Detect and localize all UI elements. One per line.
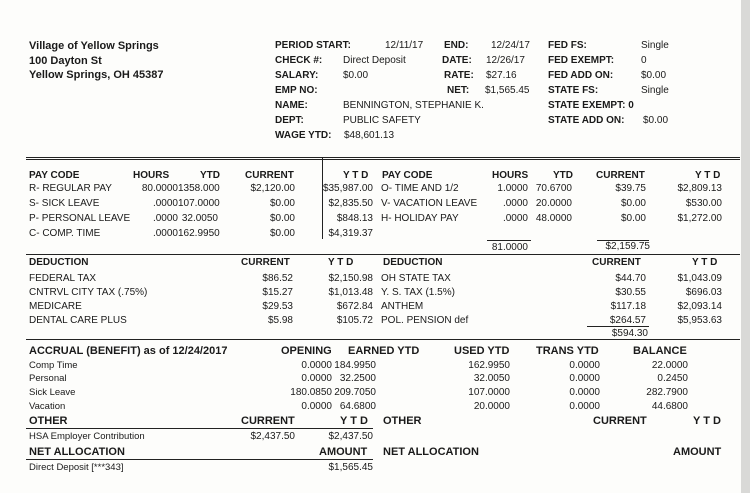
pay-code: V- VACATION LEAVE: [381, 198, 478, 209]
pay-code-header-right: PAY CODE: [382, 170, 433, 181]
net-allocation-amount-header: AMOUNT: [319, 446, 368, 458]
pay-current: $0.00: [620, 213, 646, 224]
period-start-label: PERIOD START:: [275, 40, 351, 51]
employee-name-value: BENNINGTON, STEPHANIE K.: [343, 100, 484, 111]
employer-address-line2: Yellow Springs, OH 45387: [29, 69, 164, 81]
deduction-name: OH STATE TAX: [381, 273, 451, 284]
deduction-current: $29.53: [262, 301, 293, 312]
other-ytd-header: Y T D: [340, 415, 368, 427]
fed-fs-value: Single: [641, 40, 669, 51]
pay-current: $0.00: [269, 213, 295, 224]
pay-total-current: $2,159.75: [605, 241, 650, 252]
pay-ytd-hours: 70.6700: [535, 183, 572, 194]
deduction-current: $5.98: [267, 315, 293, 326]
accrual-earned: 64.6800: [339, 401, 376, 412]
pay-hours: .0000: [152, 213, 178, 224]
other-underline: [26, 428, 373, 429]
deduction-ytd-header: Y T D: [328, 257, 354, 268]
state-exempt-label: STATE EXEMPT: 0: [548, 100, 634, 111]
pay-ytd-header-right: Y T D: [695, 170, 721, 181]
wage-ytd-label: WAGE YTD:: [275, 130, 332, 141]
accrual-earned: 32.2500: [339, 373, 376, 384]
pay-hours: 80.0000: [141, 183, 178, 194]
deduction-header: DEDUCTION: [29, 257, 89, 268]
pay-bottom-rule: [26, 254, 740, 255]
accrual-balance: 44.6800: [651, 401, 688, 412]
pay-ytd: $848.13: [336, 213, 373, 224]
pay-code: S- SICK LEAVE: [29, 198, 100, 209]
pay-ytd-hours-header-right: YTD: [553, 170, 573, 181]
accrual-opening: 180.0850: [290, 387, 332, 398]
pay-top-rule: [26, 157, 740, 158]
pay-ytd: $35,987.00: [322, 183, 373, 194]
accrual-balance: 0.2450: [657, 373, 688, 384]
pay-ytd-hours: 48.0000: [535, 213, 572, 224]
check-value: Direct Deposit: [343, 55, 406, 66]
pay-ytd: $2,809.13: [677, 183, 722, 194]
pay-code: R- REGULAR PAY: [29, 183, 112, 194]
deduction-current: $117.18: [610, 301, 646, 312]
employer-address-line1: 100 Dayton St: [29, 55, 102, 67]
accrual-trans: 0.0000: [569, 401, 600, 412]
pay-hours: .0000: [152, 228, 178, 239]
accrual-trans-header: TRANS YTD: [536, 345, 599, 357]
state-add-on-value: $0.00: [643, 115, 669, 126]
other-item-name: HSA Employer Contribution: [29, 431, 145, 442]
deduction-ytd: $2,150.98: [328, 273, 373, 284]
deduction-name: CNTRVL CITY TAX (.75%): [29, 287, 148, 298]
other-header-right: OTHER: [383, 415, 422, 427]
accrual-opening: 0.0000: [301, 360, 332, 371]
fed-exempt-label: FED EXEMPT:: [548, 55, 615, 66]
accrual-balance-header: BALANCE: [633, 345, 687, 357]
deduction-header-right: DEDUCTION: [383, 257, 443, 268]
employer-name: Village of Yellow Springs: [29, 40, 159, 52]
accrual-name: Personal: [29, 373, 67, 384]
period-start-value: 12/11/17: [385, 40, 424, 51]
pay-ytd-hours: 107.0000: [178, 198, 220, 209]
deduction-total-current: $594.30: [611, 328, 648, 339]
accrual-name: Vacation: [29, 401, 66, 412]
wage-ytd-value: $48,601.13: [344, 130, 395, 141]
deduction-ytd: $1,013.48: [328, 287, 373, 298]
deduction-name: DENTAL CARE PLUS: [29, 315, 127, 326]
accrual-name: Sick Leave: [29, 387, 76, 398]
pay-ytd: $2,835.50: [328, 198, 373, 209]
rate-value: $27.16: [486, 70, 517, 81]
net-allocation-item-amount: $1,565.45: [328, 462, 373, 473]
pay-hours-header: HOURS: [133, 170, 170, 181]
pay-current: $0.00: [269, 228, 295, 239]
pay-code: O- TIME AND 1/2: [381, 183, 459, 194]
pay-code: C- COMP. TIME: [29, 228, 101, 239]
state-fs-value: Single: [641, 85, 669, 96]
pay-hours: .0000: [502, 213, 528, 224]
deduction-ytd: $5,953.63: [677, 315, 722, 326]
other-item-current: $2,437.50: [250, 431, 295, 442]
deduction-ytd: $1,043.09: [677, 273, 722, 284]
accrual-trans: 0.0000: [569, 360, 600, 371]
accrual-balance: 22.0000: [651, 360, 688, 371]
deduction-current: $30.55: [615, 287, 646, 298]
deduction-current-header-right: CURRENT: [592, 257, 641, 268]
net-allocation-header: NET ALLOCATION: [29, 446, 125, 458]
fed-exempt-value: 0: [641, 55, 647, 66]
check-date-value: 12/26/17: [486, 55, 525, 66]
accrual-earned-header: EARNED YTD: [348, 345, 420, 357]
pay-ytd-hours: 162.9950: [178, 228, 220, 239]
accrual-used: 20.0000: [473, 401, 510, 412]
pay-current: $0.00: [620, 198, 646, 209]
salary-label: SALARY:: [275, 70, 319, 81]
deduction-ytd: $2,093.14: [677, 301, 722, 312]
accrual-used: 32.0050: [473, 373, 510, 384]
deduction-bottom-rule: [26, 339, 740, 340]
deduction-name: ANTHEM: [381, 301, 424, 312]
period-end-value: 12/24/17: [491, 40, 530, 51]
pay-total-hours: 81.0000: [491, 242, 528, 253]
hours-total-rule: [487, 240, 531, 241]
pay-current: $39.75: [615, 183, 646, 194]
accrual-opening: 0.0000: [301, 373, 332, 384]
deduction-name: POL. PENSION def: [381, 315, 469, 326]
other-current-header: CURRENT: [241, 415, 295, 427]
deduction-current: $264.57: [609, 315, 646, 326]
dept-label: DEPT:: [275, 115, 304, 126]
emp-no-label: EMP NO:: [275, 85, 318, 96]
net-label: NET:: [447, 85, 470, 96]
net-allocation-item-name: Direct Deposit [***343]: [29, 462, 124, 473]
pay-ytd-hours: 20.0000: [535, 198, 572, 209]
accrual-trans: 0.0000: [569, 387, 600, 398]
state-fs-label: STATE FS:: [548, 85, 599, 96]
other-current-header-right: CURRENT: [593, 415, 647, 427]
accrual-earned: 184.9950: [334, 360, 376, 371]
pay-code: P- PERSONAL LEAVE: [29, 213, 131, 224]
accrual-used: 107.0000: [468, 387, 510, 398]
other-item-ytd: $2,437.50: [328, 431, 373, 442]
rate-label: RATE:: [444, 70, 474, 81]
deduction-ytd-header-right: Y T D: [692, 257, 718, 268]
pay-current-header: CURRENT: [245, 170, 294, 181]
dept-value: PUBLIC SAFETY: [343, 115, 421, 126]
pay-top-rule-2: [26, 159, 740, 160]
pay-ytd: $530.00: [685, 198, 722, 209]
period-end-label: END:: [444, 40, 469, 51]
deduction-ytd: $105.72: [336, 315, 373, 326]
accrual-balance: 282.7900: [646, 387, 688, 398]
pay-ytd-header: Y T D: [343, 170, 369, 181]
pay-ytd-hours: 1358.000: [178, 183, 220, 194]
deduction-name: FEDERAL TAX: [29, 273, 97, 284]
accrual-used-header: USED YTD: [454, 345, 510, 357]
pay-code-header: PAY CODE: [29, 170, 80, 181]
check-label: CHECK #:: [275, 55, 323, 66]
other-header: OTHER: [29, 415, 68, 427]
pay-hours: 1.0000: [497, 183, 528, 194]
net-value: $1,565.45: [485, 85, 530, 96]
accrual-opening: 0.0000: [301, 401, 332, 412]
fed-add-on-label: FED ADD ON:: [548, 70, 614, 81]
pay-ytd-hours: 32.0050: [181, 213, 218, 224]
net-allocation-header-right: NET ALLOCATION: [383, 446, 479, 458]
deduction-current: $44.70: [615, 273, 646, 284]
deduction-name: Y. S. TAX (1.5%): [381, 287, 455, 298]
deduction-current: $86.52: [262, 273, 293, 284]
accrual-title: ACCRUAL (BENEFIT) as of 12/24/2017: [29, 345, 228, 357]
net-allocation-underline: [26, 459, 373, 460]
deduction-current: $15.27: [262, 287, 293, 298]
check-date-label: DATE:: [442, 55, 472, 66]
pay-current-header-right: CURRENT: [596, 170, 645, 181]
salary-value: $0.00: [343, 70, 369, 81]
deduction-current-header: CURRENT: [241, 257, 290, 268]
pay-current: $0.00: [269, 198, 295, 209]
deduction-ytd: $672.84: [336, 301, 373, 312]
pay-column-divider: [322, 157, 323, 239]
pay-code: H- HOLIDAY PAY: [381, 213, 459, 224]
accrual-earned: 209.7050: [334, 387, 376, 398]
employee-name-label: NAME:: [275, 100, 308, 111]
accrual-opening-header: OPENING: [281, 345, 332, 357]
deduction-total-rule: [587, 326, 649, 327]
net-allocation-amount-header-right: AMOUNT: [673, 446, 722, 458]
pay-hours: .0000: [502, 198, 528, 209]
accrual-trans: 0.0000: [569, 373, 600, 384]
pay-hours-header-right: HOURS: [492, 170, 529, 181]
fed-add-on-value: $0.00: [641, 70, 667, 81]
accrual-used: 162.9950: [468, 360, 510, 371]
pay-ytd: $1,272.00: [677, 213, 722, 224]
pay-ytd: $4,319.37: [328, 228, 373, 239]
pay-ytd-hours-header: YTD: [200, 170, 220, 181]
deduction-name: MEDICARE: [29, 301, 82, 312]
deduction-ytd: $696.03: [685, 287, 722, 298]
other-ytd-header-right: Y T D: [693, 415, 721, 427]
pay-hours: .0000: [152, 198, 178, 209]
pay-current: $2,120.00: [250, 183, 295, 194]
scan-edge-shadow: [741, 0, 750, 493]
state-add-on-label: STATE ADD ON:: [548, 115, 625, 126]
fed-fs-label: FED FS:: [548, 40, 587, 51]
accrual-name: Comp Time: [29, 360, 78, 371]
